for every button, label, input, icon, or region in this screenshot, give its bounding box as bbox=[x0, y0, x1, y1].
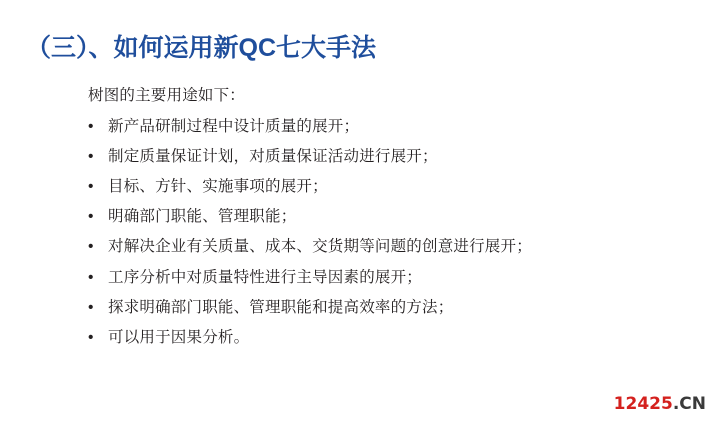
watermark-suffix: .CN bbox=[672, 394, 706, 414]
list-item-label: 制定质量保证计划，对质量保证活动进行展开； bbox=[108, 148, 438, 166]
list-item bbox=[88, 114, 688, 139]
watermark bbox=[614, 394, 706, 414]
bullet-marker-icon: • bbox=[88, 298, 94, 316]
bullet-list bbox=[88, 114, 688, 350]
list-item bbox=[88, 325, 688, 350]
lead-paragraph: 树图的主要用途如下： bbox=[88, 87, 246, 104]
bullet-marker-icon: • bbox=[88, 268, 94, 286]
list-item bbox=[88, 204, 688, 229]
page-title: （三）、如何运用新QC七大手法 bbox=[26, 34, 377, 62]
list-item bbox=[88, 144, 688, 169]
list-item-label: 工序分析中对质量特性进行主导因素的展开； bbox=[108, 268, 423, 286]
bullet-marker-icon: • bbox=[88, 148, 94, 166]
content-block bbox=[88, 84, 688, 355]
list-item-label: 目标、方针、实施事项的展开； bbox=[108, 178, 328, 196]
list-item bbox=[88, 174, 688, 199]
list-item-label: 新产品研制过程中设计质量的展开； bbox=[108, 118, 360, 136]
list-item bbox=[88, 234, 688, 259]
list-item bbox=[88, 265, 688, 290]
bullet-marker-icon: • bbox=[88, 208, 94, 226]
list-item-label: 探求明确部门职能、管理职能和提高效率的方法； bbox=[108, 298, 454, 316]
bullet-marker-icon: • bbox=[88, 328, 94, 346]
watermark-number: 12425 bbox=[613, 394, 673, 414]
list-item-label: 明确部门职能、管理职能； bbox=[108, 208, 297, 226]
bullet-marker-icon: • bbox=[88, 238, 94, 256]
list-item bbox=[88, 295, 688, 320]
bullet-marker-icon: • bbox=[88, 118, 94, 136]
list-item-label: 可以用于因果分析。 bbox=[108, 328, 250, 346]
bullet-marker-icon: • bbox=[88, 178, 94, 196]
list-item-label: 对解决企业有关质量、成本、交货期等问题的创意进行展开； bbox=[108, 238, 532, 256]
